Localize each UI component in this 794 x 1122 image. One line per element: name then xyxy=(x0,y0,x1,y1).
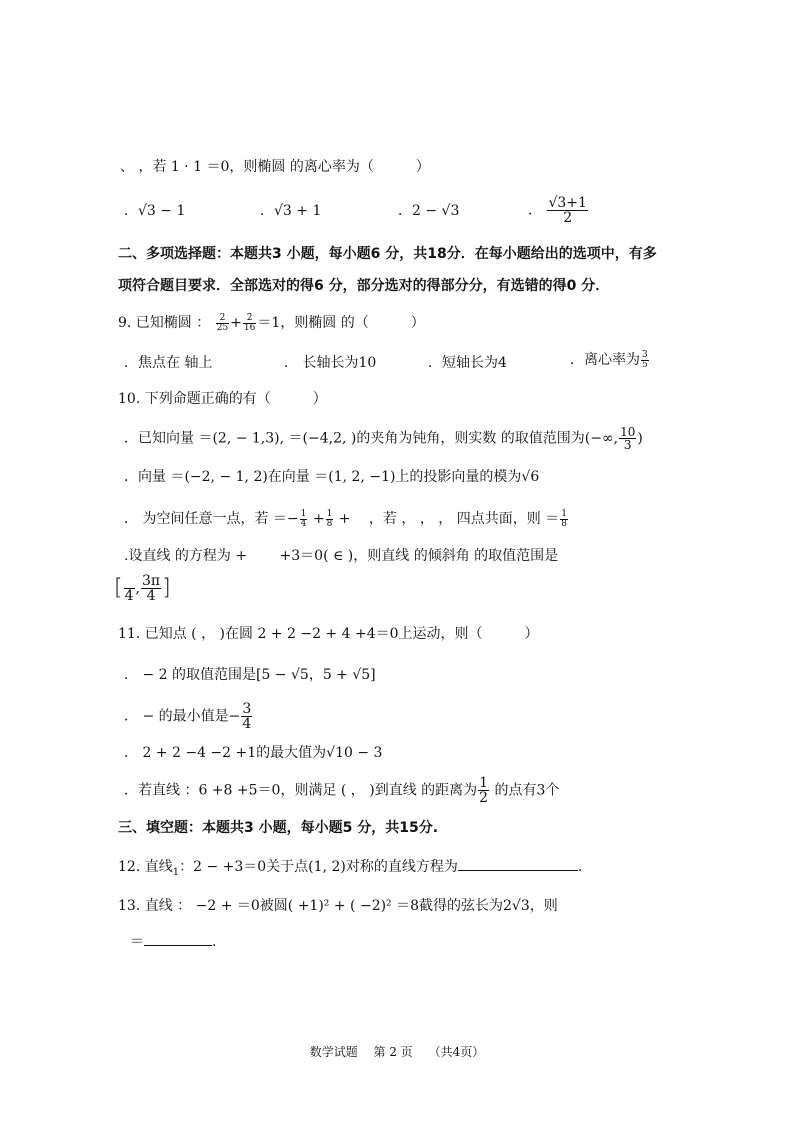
q10-option-c-fraction-2 xyxy=(326,510,334,529)
q10-option-a-fraction xyxy=(619,426,636,451)
fraction-denominator: 2 xyxy=(563,210,573,226)
q10-option-c-part2: + xyxy=(312,511,325,527)
q10-option-c-fraction-1 xyxy=(300,510,308,529)
fraction-denominator: 2 xyxy=(479,790,489,806)
footer-page-number: 第 2 页 xyxy=(373,1045,413,1059)
fraction-denominator: 4 xyxy=(124,588,134,604)
section3-heading: 三、填空题：本题共3 小题，每小题5 分，共15分. xyxy=(118,820,439,836)
q11-option-b xyxy=(124,702,253,731)
q9-stem xyxy=(118,313,425,333)
q8-option-d-fraction xyxy=(547,196,587,225)
fraction-numerator: 3 xyxy=(242,701,252,717)
q11-option-d-text2: 的点有3个 xyxy=(490,782,560,799)
q10-option-a-close: ) xyxy=(637,430,643,447)
q8-option-a: ．√3 − 1 xyxy=(124,203,186,219)
fraction-denominator: 3 xyxy=(623,438,632,452)
q8-stem: 、 ，若 1 · 1 ＝0，则椭圆 的离心率为（ ） xyxy=(120,159,430,175)
q10-stem: 10. 下列命题正确的有（ ） xyxy=(118,391,327,407)
q11-option-d-fraction xyxy=(478,776,489,805)
fraction-denominator: 16 xyxy=(243,322,256,333)
q10-option-b: ．向量 ＝(−2, − 1, 2)在向量 ＝(1, 2, −1)上的投影向量的模为√6 xyxy=(124,469,540,485)
fraction-numerator: 3π xyxy=(141,573,161,589)
q9-option-d-text: ．离心率为 xyxy=(570,352,640,368)
fraction-numerator: 2 xyxy=(243,314,256,324)
fraction-denominator: 4 xyxy=(242,716,252,732)
q10-option-d-fraction-2 xyxy=(141,574,161,603)
fraction-denominator: 25 xyxy=(216,322,229,333)
q13-stem: 13. 直线 ： −2 + ＝0被圆( +1)² + ( −2)² ＝8截得的弦长为2√3，则 xyxy=(118,898,558,914)
fraction-numerator: √3+1 xyxy=(548,195,587,211)
q9-option-c: ．短轴长为4 xyxy=(428,355,507,371)
fraction-denominator: 8 xyxy=(326,518,333,529)
q8-option-d-prefix: ． xyxy=(528,202,542,219)
q10-option-c-fraction-3 xyxy=(560,510,568,529)
q9-fraction-1 xyxy=(216,314,229,333)
fraction-numerator: 1 xyxy=(479,775,489,791)
q13-answer-line xyxy=(130,932,216,952)
q10-option-d-range xyxy=(114,574,171,614)
q9-prefix: 9. 已知椭圆 ： xyxy=(118,315,211,331)
q9-option-d xyxy=(570,350,650,370)
q8-option-d xyxy=(528,196,589,225)
q8-option-b: ．√3 + 1 xyxy=(260,203,322,219)
fraction-numerator: 1 xyxy=(326,508,333,519)
q9-suffix: ＝1，则椭圆 的（ ） xyxy=(257,315,425,331)
q10-option-c-part1: ． 为空间任意一点，若 ＝− xyxy=(124,511,299,527)
range-open-bracket: [ xyxy=(114,575,123,601)
q10-option-d-fraction-1 xyxy=(124,574,135,603)
fraction-numerator: 3 xyxy=(642,349,648,360)
q11-option-b-fraction xyxy=(241,702,252,731)
q10-option-c-part3: + ，若 ， ， ， 四点共面，则 ＝ xyxy=(338,511,560,527)
q9-fraction-2 xyxy=(243,314,256,333)
q10-option-d: .设直线 的方程为 + +3＝0( ∈ )，则直线 的倾斜角 的取值范围是 xyxy=(124,548,559,564)
fraction-numerator: 1 xyxy=(561,508,567,519)
q11-option-b-text: ． − 的最小值是− xyxy=(124,708,241,725)
q9-option-d-fraction xyxy=(641,351,649,370)
q12-subscript: 1 xyxy=(172,867,180,878)
q9-plus: + xyxy=(230,315,242,331)
q11-stem: 11. 已知点 ( ， )在圆 2 + 2 −2 + 4 +4＝0上运动，则（ ） xyxy=(118,626,539,642)
q12-prefix: 12. 直线 xyxy=(118,859,173,875)
fraction-denominator: 8 xyxy=(561,518,567,529)
range-comma: , xyxy=(135,580,140,597)
fraction-numerator: 1 xyxy=(300,508,307,519)
q8-option-c: ．2 − √3 xyxy=(398,203,460,219)
section2-heading-line1: 二、多项选择题：本题共3 小题，每小题6 分，共18分．在每小题给出的选项中，有多 xyxy=(118,246,657,262)
fraction-numerator: 10 xyxy=(620,425,636,439)
q10-option-c xyxy=(124,509,569,529)
q11-option-a: ． − 2 的取值范围是[5 − √5，5 + √5] xyxy=(124,667,376,683)
fraction-denominator: 4 xyxy=(146,588,156,604)
q12-text: ：2 − +3＝0关于点(1, 2)对称的直线方程为 xyxy=(179,859,458,875)
q12-end: . xyxy=(577,859,583,875)
q13-prefix: ＝ xyxy=(130,934,144,950)
q12-answer-blank[interactable] xyxy=(458,870,578,871)
q10-option-a-text: ．已知向量 ＝(2, − 1,3), ＝(−4,2, )的夹角为钝角，则实数 的取值范围为(−∞, xyxy=(124,430,619,447)
q11-option-d-text1: ．若直线 ：6 +8 +5＝0，则满足 ( ， )到直线 的距离为 xyxy=(124,782,478,799)
q13-end: . xyxy=(212,934,217,950)
section2-heading-line2: 项符合题目要求．全部选对的得6 分，部分选对的得部分分，有选错的得0 分． xyxy=(118,278,610,294)
q10-option-a xyxy=(124,426,643,451)
q11-option-c: ． 2 + 2 −4 −2 +1的最大值为√10 − 3 xyxy=(124,745,383,761)
q12-stem xyxy=(118,857,582,883)
fraction-denominator: 4 xyxy=(300,518,307,529)
fraction-numerator xyxy=(124,574,135,589)
q9-option-b: ． 长轴长为10 xyxy=(284,355,377,371)
q13-answer-blank[interactable] xyxy=(144,945,212,946)
footer-subject: 数学试题 xyxy=(309,1045,358,1059)
range-close-bracket: ] xyxy=(162,575,171,601)
q9-option-a: ．焦点在 轴上 xyxy=(124,355,213,371)
page-footer xyxy=(0,1043,794,1060)
q11-option-d xyxy=(124,776,559,805)
footer-total-pages: （共4页） xyxy=(428,1045,485,1059)
fraction-numerator: 2 xyxy=(216,314,229,324)
fraction-denominator: 5 xyxy=(642,359,648,370)
